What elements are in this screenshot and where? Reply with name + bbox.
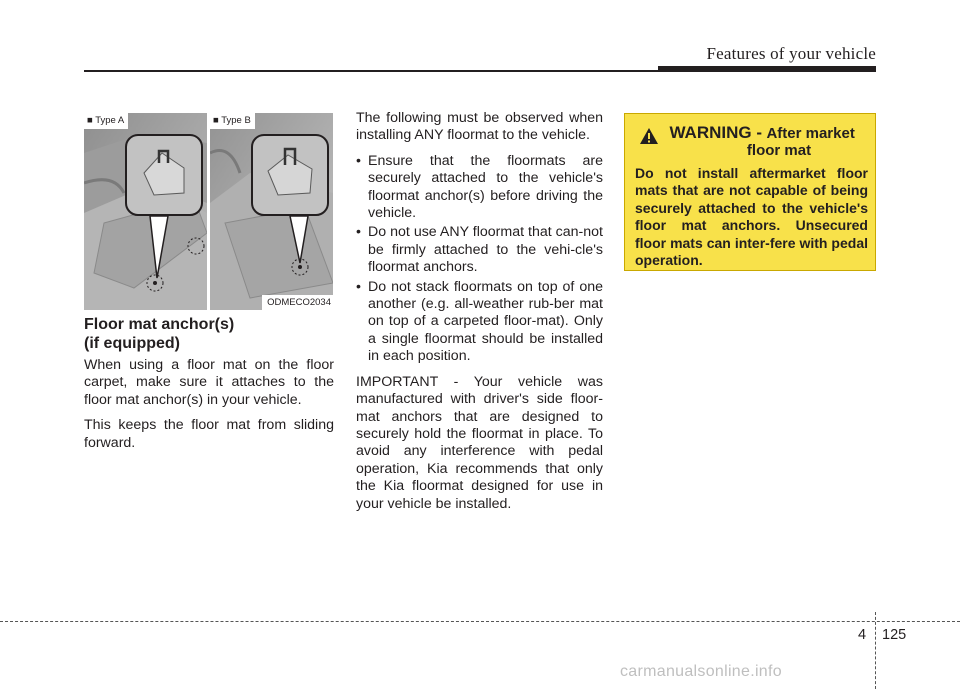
list-item-text: Ensure that the floormats are securely attached to the vehicle's floormat anchor(s) before driving the vehicle. (368, 152, 603, 222)
page-number: 125 (882, 627, 907, 643)
figure-label-type-a: ■ Type A (84, 113, 128, 129)
list-item-text: Do not use ANY floormat that can-not be firmly attached to the vehi-cle's floormat anchors. (368, 224, 603, 276)
floor-mat-anchor-figure (84, 113, 333, 310)
important-paragraph: IMPORTANT - Your vehicle was manufactured with driver's side floor-mat anchors that are designed to securely hold the floormat in place. To avoid any interference with pedal operation, Kia recommends that only the Kia floormat designed for use in your vehicle be installed. (356, 373, 603, 512)
header-title: Features of your vehicle (706, 44, 876, 63)
list-item (356, 279, 603, 366)
left-column-body (84, 357, 334, 460)
figure-panel-type-a (84, 113, 207, 310)
middle-column-body (356, 110, 603, 521)
section-heading-line2: (if equipped) (84, 335, 180, 352)
intro-paragraph: The following must be observed when installing ANY floormat to the vehicle. (356, 110, 603, 144)
header-rule (84, 70, 704, 72)
warning-body: Do not install aftermarket floor mats that are not capable of being securely attached to the vehicle's floor mat anchors. Unsecured floor mats can inter-fere with pedal operation. (635, 165, 868, 269)
list-item (356, 153, 603, 223)
warning-word: WARNING - (669, 123, 762, 142)
section-heading (84, 315, 344, 353)
paragraph: This keeps the floor mat from sliding forward. (84, 417, 334, 451)
floor-mat-anchor-type-b-illustration (210, 113, 333, 310)
requirements-list (356, 153, 603, 366)
floor-mat-anchor-type-a-illustration (84, 113, 207, 310)
section-heading-line1: Floor mat anchor(s) (84, 316, 235, 333)
list-item (356, 224, 603, 276)
watermark: carmanualsonline.info (620, 663, 782, 680)
bullet-icon: • (356, 224, 361, 241)
paragraph: When using a floor mat on the floor carpet, make sure it attaches to the floor mat anchor(s) in your vehicle. (84, 357, 334, 408)
figure-panel-type-b (210, 113, 333, 310)
warning-subject-line2: floor mat (746, 142, 812, 159)
list-item-text: Do not stack floormats on top of one another (e.g. all-weather rub-ber mat on top of a carpeted floor-mat). Only a single floormat should be installed in each position. (368, 278, 603, 365)
bullet-icon: • (356, 152, 361, 169)
warning-heading (649, 124, 873, 159)
warning-subject-line1: After market (766, 125, 855, 142)
header-rule-accent (658, 66, 876, 72)
footer-divider (875, 612, 876, 689)
footer-rule (0, 621, 960, 622)
figure-label-type-b: ■ Type B (210, 113, 255, 129)
chapter-number: 4 (858, 627, 867, 643)
warning-box (624, 113, 876, 271)
figure-code: ODMECO2034 (262, 295, 333, 310)
bullet-icon: • (356, 278, 361, 295)
